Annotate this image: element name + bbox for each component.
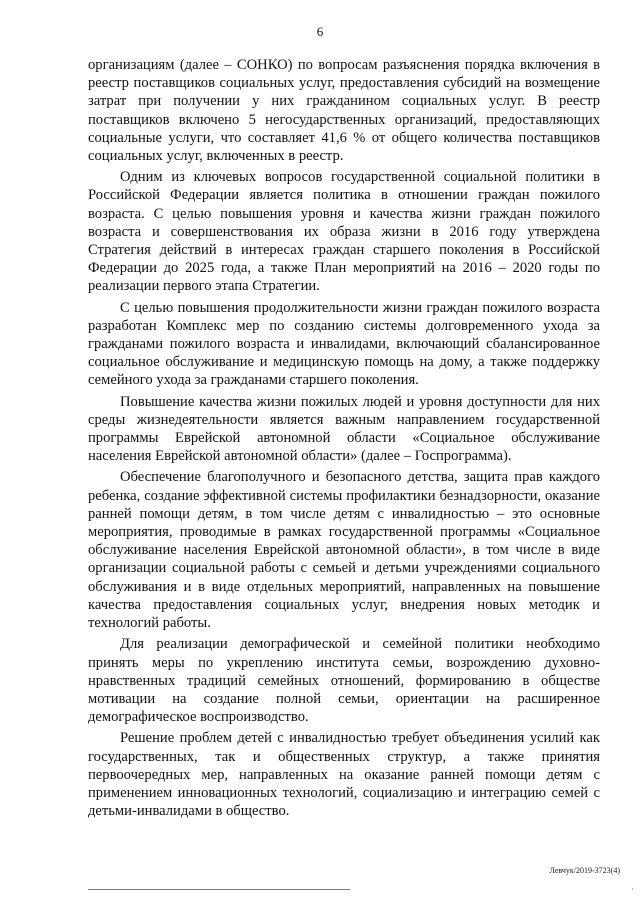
document-code: Левчук/2019-3723(4) (549, 866, 620, 875)
paragraph-long-term-care: С целью повышения продолжительности жизни граждан пожилого возраста разработан Комплекс мер по созданию системы долговременного ухода за гражданами пожилого возраста и инвалидами, включающий сбалансированное социальное обслуживание и медицинскую помощь на дому, а также поддержку семейного ухода за гражданами старшего поколения. (88, 299, 600, 389)
document-body (88, 56, 600, 823)
corner-mark: · (631, 884, 634, 894)
paragraph-children-disability: Решение проблем детей с инвалидностью требует объединения усилий как государственных, так и общественных структур, а также принятия первоочередных мер, направленных на оказание ранней помощи детям с применением инновационных технологий, социализацию и интеграцию семей с детьми-инвалидами в общество. (88, 730, 600, 820)
paragraph-childhood-safety: Обеспечение благополучного и безопасного детства, защита прав каждого ребенка, создание эффективной системы профилактики безнадзорности, оказание ранней помощи детям, в том числе детям с инвалидностью – это основные мероприятия, проводимые в рамках государственной программы «Социальное обслуживание населения Еврейской автономной области», в том числе в виде организации социальной работы с семьей и детьми учреждениями социального обслуживания и в виде отдельных мероприятий, направленных на повышение качества предоставления социальных услуг, внедрения новых методик и технологий работы. (88, 469, 600, 632)
page-number: 6 (316, 24, 324, 39)
paragraph-elderly-policy: Одним из ключевых вопросов государственной социальной политики в Российской Федерации является политика в отношении граждан пожилого возраста. С целью повышения уровня и качества жизни граждан пожилого возраста и совершенствования их образа жизни в 2016 году утверждена Стратегия действий в интересах граждан старшего поколения в Российской Федерации до 2025 года, а также План мероприятий на 2016 – 2020 годы по реализации первого этапа Стратегии. (88, 169, 600, 295)
bottom-divider (88, 889, 350, 890)
paragraph-family-policy: Для реализации демографической и семейной политики необходимо принять меры по укреплению института семьи, возрождению духовно-нравственных традиций семейных отношений, формированию в обществе мотивации на создание полной семьи, ориентации на расширенное демографическое воспроизводство. (88, 636, 600, 726)
paragraph-sonko-registry: организациям (далее – СОНКО) по вопросам разъяснения порядка включения в реестр поставщиков социальных услуг, предоставления субсидий на возмещение затрат при получении у них гражданином социальных услуг. В реестр поставщиков включено 5 негосударственных организаций, предоставляющих социальные услуги, что составляет 41,6 % от общего количества поставщиков социальных услуг, включенных в реестр. (88, 57, 600, 165)
paragraph-quality-of-life: Повышение качества жизни пожилых людей и уровня доступности для них среды жизнедеятельности является важным направлением государственной программы Еврейской автономной области «Социальное обслуживание населения Еврейской автономной области» (далее – Госпрограмма). (88, 393, 600, 465)
